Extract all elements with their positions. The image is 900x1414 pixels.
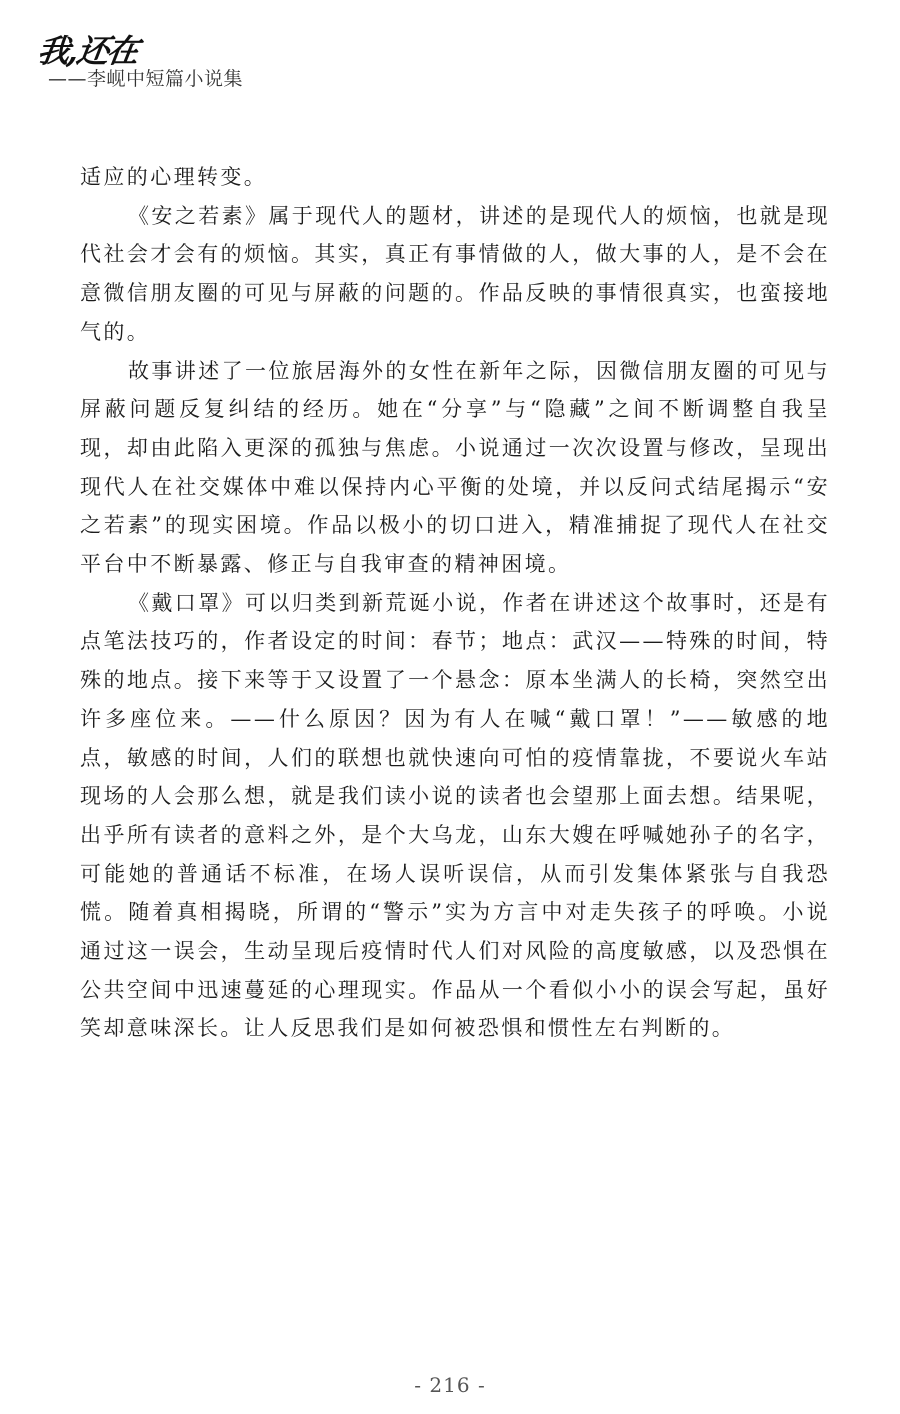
body-text	[80, 158, 830, 1048]
paragraph-anzhiruosu-story: 故事讲述了一位旅居海外的女性在新年之际，因微信朋友圈的可见与屏蔽问题反复纠结的经历。她在“分享”与“隐藏”之间不断调整自我呈现，却由此陷入更深的孤独与焦虑。小说通过一次次设置与修改，呈现出现代人在社交媒体中难以保持内心平衡的处境，并以反问式结尾揭示“安之若素”的现实困境。作品以极小的切口进入，精准捕捉了现代人在社交平台中不断暴露、修正与自我审查的精神困境。	[80, 358, 830, 577]
book-title: 我,还在	[35, 32, 140, 70]
book-subtitle: ——李岘中短篇小说集	[48, 68, 244, 90]
paragraph-daikouzhao: 《戴口罩》可以归类到新荒诞小说，作者在讲述这个故事时，还是有点笔法技巧的，作者设定的时间：春节；地点：武汉——特殊的时间，特殊的地点。接下来等于又设置了一个悬念：原本坐满人的长椅，突然空出许多座位来。——什么原因？因为有人在喊“戴口罩！”——敏感的地点，敏感的时间，人们的联想也就快速向可怕的疫情靠拢，不要说火车站现场的人会那么想，就是我们读小说的读者也会望那上面去想。结果呢，出乎所有读者的意料之外，是个大乌龙，山东大嫂在呼喊她孙子的名字，可能她的普通话不标准，在场人误听误信，从而引发集体紧张与自我恐慌。随着真相揭晓，所谓的“警示”实为方言中对走失孩子的呼唤。小说通过这一误会，生动呈现后疫情时代人们对风险的高度敏感，以及恐惧在公共空间中迅速蔓延的心理现实。作品从一个看似小小的误会写起，虽好笑却意味深长。让人反思我们是如何被恐惧和惯性左右判断的。	[80, 590, 830, 1041]
paragraph-continuation: 适应的心理转变。	[80, 165, 268, 189]
paragraph-anzhiruosu-intro: 《安之若素》属于现代人的题材，讲述的是现代人的烦恼，也就是现代社会才会有的烦恼。其实，真正有事情做的人，做大事的人，是不会在意微信朋友圈的可见与屏蔽的问题的。作品反映的事情很真实，也蛮接地气的。	[80, 203, 830, 344]
running-header	[36, 26, 336, 96]
page-number: - 216 -	[414, 1373, 486, 1397]
